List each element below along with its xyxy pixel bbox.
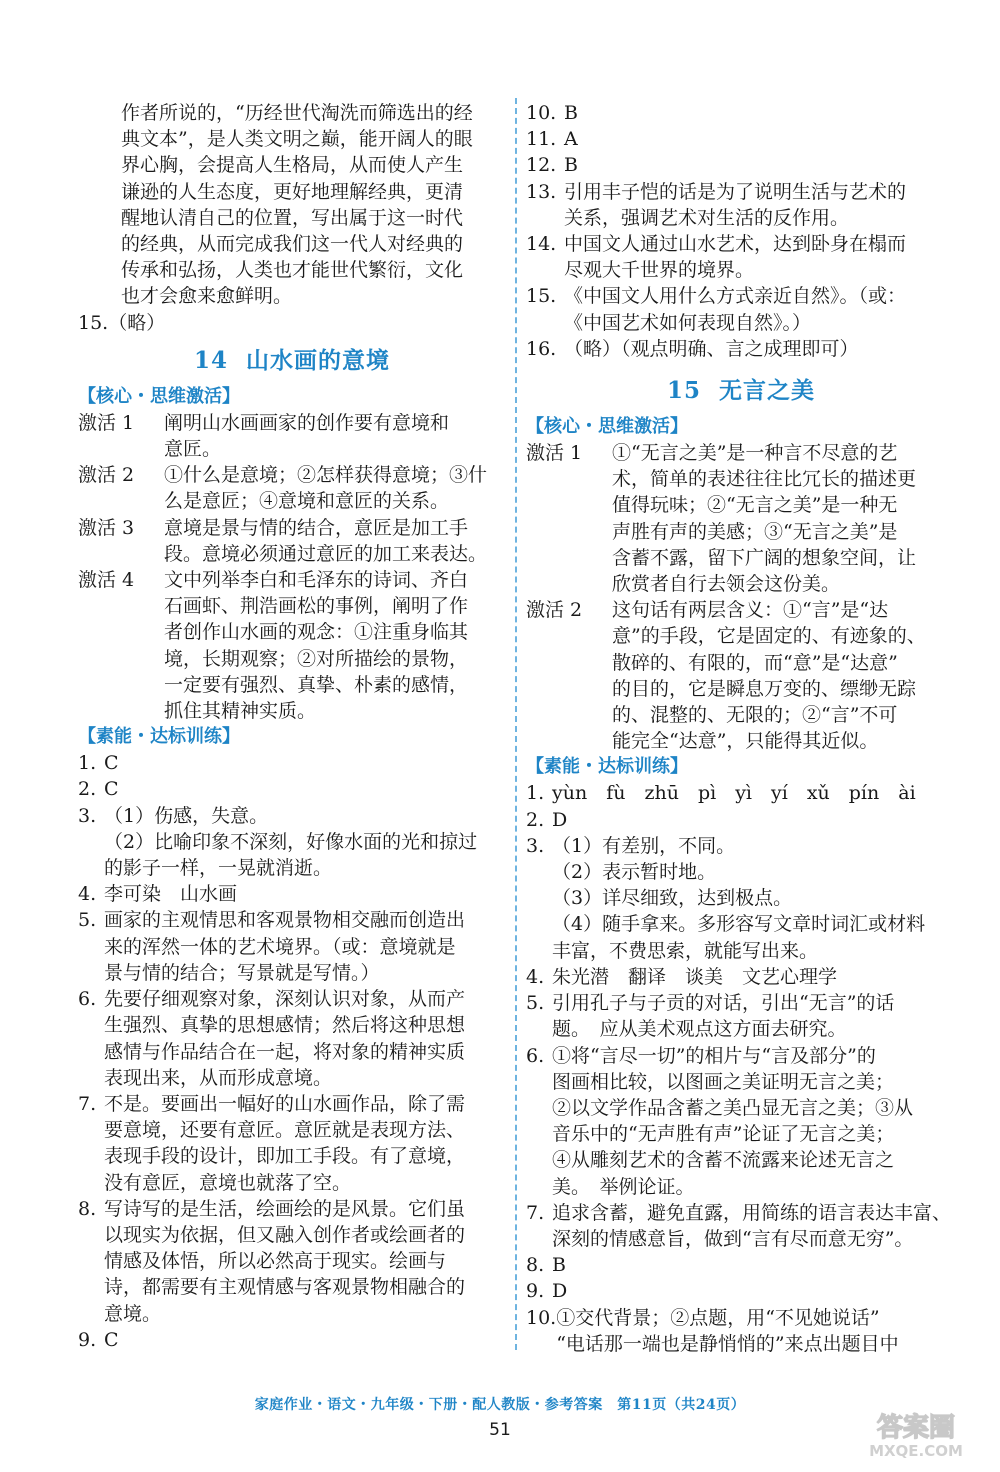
activation-item [78, 515, 506, 567]
section-heading: 【核心・思维激活】 [78, 385, 240, 407]
text-line: 界心胸，会提高人生格局，从而使人产生 [121, 154, 464, 177]
activation-item [78, 567, 506, 724]
text-line: 《中国文人用什么方式亲近自然》。（或： [564, 285, 907, 308]
page-number: 51 [489, 1420, 511, 1440]
text-line: 一定要有强烈、真挚、朴素的感情， [164, 673, 469, 696]
lesson-title [526, 376, 956, 406]
text-line: 境，长期观察；②对所描绘的景物， [164, 647, 469, 670]
answer-list [78, 750, 506, 1353]
answer-item [526, 1278, 956, 1304]
text-line: 尽观大千世界的境界。 [564, 259, 755, 282]
watermark-logo [846, 1406, 986, 1460]
answer-number: 1. [526, 782, 545, 805]
text-line: 文中列举李白和毛泽东的诗词、齐白 [164, 569, 469, 592]
text-line: （3）详尽细致，达到极点。 [552, 887, 793, 910]
answer-text [104, 1091, 506, 1196]
answer-number: 6. [78, 988, 97, 1011]
text-line: 的目的，它是瞬息万变的、缥缈无踪 [612, 677, 917, 700]
text-line: （2）表示暂时地。 [552, 861, 717, 884]
activation-label: 激活 3 [78, 516, 154, 539]
answer-number: 15. [78, 311, 109, 334]
text-line: 么是意匠；④意境和意匠的关系。 [164, 490, 450, 513]
answer-number: 8. [526, 1254, 545, 1277]
answer-text [552, 833, 956, 964]
answer-number: 15. [526, 285, 557, 308]
text-line: 也才会愈来愈鲜明。 [121, 285, 293, 308]
text-line: 声胜有声的美感；③“无言之美”是 [612, 520, 898, 543]
section-heading: 【素能・达标训练】 [78, 726, 240, 748]
answer-number: 1. [78, 752, 97, 775]
answer-text [564, 283, 956, 335]
answer-text [564, 152, 956, 178]
text-line: 的影子一样，一晃就消逝。 [104, 857, 333, 880]
text-line: 中国文人通过山水艺术，达到卧身在榻而 [564, 233, 907, 256]
text-line: 追求含蓄，避免直露，用简练的语言表达丰富、 [552, 1201, 952, 1224]
answer-text [104, 907, 506, 986]
answer-text [104, 881, 506, 907]
text-line: 画家的主观情思和客观景物相交融而创造出 [104, 909, 466, 932]
text-line: 情感及体悟，所以必然高于现实。绘画与 [104, 1250, 447, 1273]
answer-number: 16. [526, 337, 557, 360]
text-line: 丰富，不费思索，就能写出来。 [552, 939, 819, 962]
text-line: yùn fù zhū pì yì yí xǔ pín ài [552, 782, 916, 805]
answer-text [552, 780, 956, 806]
answer-item [78, 1196, 506, 1327]
text-line: 引用孔子与子贡的对话，引出“无言”的话 [552, 992, 895, 1015]
text-line: 散碎的、有限的，而“意”是“达意” [612, 651, 898, 674]
text-line: C [104, 1328, 119, 1351]
answer-item [526, 100, 956, 126]
answer-text [104, 986, 506, 1091]
answer-list [526, 100, 956, 362]
answer-text [164, 515, 506, 567]
answer-number: 13. [526, 180, 557, 203]
section-heading: 【素能・达标训练】 [526, 756, 688, 778]
text-line: 关系，强调艺术对生活的反作用。 [564, 206, 850, 229]
lesson-name: 山水画的意境 [246, 346, 390, 374]
watermark-text: 答案圈 [876, 1413, 956, 1443]
text-line: 能完全“达意”，只能得其近似。 [612, 730, 879, 753]
answer-item [526, 126, 956, 152]
text-line: 意境。 [104, 1302, 162, 1325]
answer-text [564, 231, 956, 283]
answer-text [552, 964, 956, 990]
right-column [526, 100, 956, 1357]
answer-text [552, 1200, 956, 1252]
answer-item [526, 833, 956, 964]
text-line: 段。意境必须通过意匠的加工来表达。 [164, 542, 488, 565]
text-line: B [564, 154, 578, 177]
text-line: 先要仔细观察对象，深刻认识对象，从而产 [104, 988, 466, 1011]
answer-item [526, 807, 956, 833]
activation-item [78, 410, 506, 462]
answer-text [612, 597, 956, 754]
text-line: （4）随手拿来。多形容写文章时词汇或材料 [552, 913, 926, 936]
text-line: 的经典，从而完成我们这一代人对经典的 [121, 233, 464, 256]
text-line: ①“无言之美”是一种言不尽意的艺 [612, 442, 898, 465]
answer-number: 10. [526, 1306, 557, 1329]
text-line: ①什么是意境；②怎样获得意境；③什 [164, 464, 488, 487]
text-line: D [552, 808, 568, 831]
text-line: 阐明山水画画家的创作要有意境和 [164, 411, 450, 434]
answer-item [526, 780, 956, 806]
text-line: 醒地认清自己的位置，写出属于这一时代 [121, 206, 464, 229]
text-line: 美。 举例论证。 [552, 1175, 695, 1198]
text-line: 诗，都需要有主观情感与客观景物相融合的 [104, 1276, 466, 1299]
text-line: 引用丰子恺的话是为了说明生活与艺术的 [564, 180, 907, 203]
text-line: 图画相比较，以图画之美证明无言之美； [552, 1070, 895, 1093]
activation-label: 激活 1 [526, 442, 602, 465]
text-line: ①将“言尽一切”的相片与“言及部分”的 [552, 1044, 876, 1067]
text-line: 写诗写的是生活，绘画绘的是风景。它们虽 [104, 1197, 466, 1220]
text-line: 石画虾、荆浩画松的事例，阐明了作 [164, 595, 469, 618]
text-line: （2）比喻印象不深刻，好像水面的光和掠过 [104, 830, 478, 853]
answer-number: 2. [526, 808, 545, 831]
text-line: 典文本”，是人类文明之巅，能开阔人的眼 [121, 128, 473, 151]
activation-label: 激活 1 [78, 411, 154, 434]
answer-item [526, 1252, 956, 1278]
answer-text [556, 1305, 956, 1357]
answer-text [104, 1196, 506, 1327]
answer-list [526, 780, 956, 1356]
answer-number: 11. [526, 128, 557, 151]
answer-number: 3. [526, 834, 545, 857]
text-line: （1）伤感，失意。 [104, 804, 269, 827]
answer-item [526, 1200, 956, 1252]
text-line: 不是。要画出一幅好的山水画作品，除了需 [104, 1092, 466, 1115]
text-line: 深刻的情感意旨，做到“言有尽而意无穷”。 [552, 1227, 914, 1250]
text-line: 表现手段的设计，即加工手段。有了意境， [104, 1145, 466, 1168]
answer-text [552, 1278, 956, 1304]
answer-number: 9. [526, 1280, 545, 1303]
lesson-name: 无言之美 [719, 377, 815, 405]
answer-text [564, 179, 956, 231]
answer-text [104, 1327, 506, 1353]
text-line: 景与情的结合；写景就是写情。） [104, 961, 380, 984]
answer-item [526, 152, 956, 178]
answer-text [612, 440, 956, 597]
activation-label: 激活 4 [78, 569, 154, 592]
text-line: D [552, 1280, 568, 1303]
text-line: 以现实为依据，但又融入创作者或绘画者的 [104, 1223, 466, 1246]
answer-text [164, 462, 506, 514]
activation-item [526, 440, 956, 597]
text-line: 术，简单的表述往往比冗长的描述更 [612, 468, 917, 491]
text-line: （略）（观点明确、言之成理即可） [564, 337, 859, 360]
answer-number: 14. [526, 233, 557, 256]
answer-item [78, 1327, 506, 1353]
activation-item [526, 597, 956, 754]
watermark-url: MXQE.COM [869, 1442, 963, 1460]
text-line: 《中国艺术如何表现自然》。） [564, 311, 812, 334]
answer-text [104, 750, 506, 776]
answer-item [78, 803, 506, 882]
column-divider [515, 98, 517, 1350]
continued-paragraph [78, 100, 506, 310]
answer-number: 7. [78, 1092, 97, 1115]
lesson-number: 14 [193, 346, 228, 374]
text-line: 感情与作品结合在一起，将对象的精神实质 [104, 1040, 466, 1063]
activation-label: 激活 2 [526, 599, 602, 622]
answer-item [78, 750, 506, 776]
text-line: 含蓄不露，留下广阔的想象空间，让 [612, 546, 917, 569]
answer-number: 8. [78, 1197, 97, 1220]
answer-text [164, 567, 506, 724]
answer-number: 4. [78, 883, 97, 906]
text-line: ②以文学作品含蓄之美凸显无言之美；③从 [552, 1096, 914, 1119]
text-line: 意境是景与情的结合，意匠是加工手 [164, 516, 469, 539]
answer-item [526, 336, 956, 362]
text-line: A [564, 128, 578, 151]
answer-item [526, 1043, 956, 1200]
text-line: 传承和弘扬，人类也才能世代繁衍，文化 [121, 259, 464, 282]
text-line: 表现出来，从而形成意境。 [104, 1066, 333, 1089]
answer-text [104, 803, 506, 882]
activation-label: 激活 2 [78, 464, 154, 487]
text-line: “电话那一端也是静悄悄的”来点出题目中 [556, 1332, 899, 1355]
answer-text [564, 126, 956, 152]
text-line: 朱光潜 翻译 谈美 文艺心理学 [552, 965, 838, 988]
answer-number: 5. [78, 909, 97, 932]
activation-item [78, 462, 506, 514]
answer-item [526, 1305, 956, 1357]
activation-list [526, 440, 956, 754]
text-line: 作者所说的，“历经世代淘洗而筛选出的经 [121, 102, 473, 124]
answer-item [78, 776, 506, 802]
text-line: 李可染 山水画 [104, 883, 238, 906]
lesson-number: 15 [666, 377, 701, 405]
answer-number: 9. [78, 1328, 97, 1351]
text-line: C [104, 752, 119, 775]
text-line: 生强烈、真挚的思想感情；然后将这种思想 [104, 1014, 466, 1037]
text-line: （1）有差别，不同。 [552, 834, 736, 857]
answer-item [78, 881, 506, 907]
answer-text [564, 100, 956, 126]
answer-item [526, 231, 956, 283]
text-line: 欣赏者自行去领会这份美。 [612, 573, 841, 596]
text-line: 值得玩味；②“无言之美”是一种无 [612, 494, 898, 517]
text-line: B [552, 1254, 566, 1277]
answer-text [552, 1043, 956, 1200]
text-line: 意匠。 [164, 438, 222, 461]
text-line: ①交代背景；②点题，用“不见她说话” [556, 1306, 880, 1329]
text-line: 音乐中的“无声胜有声”论证了无言之美； [552, 1123, 895, 1146]
text-line: 谦逊的人生态度，更好地理解经典，更清 [121, 180, 464, 203]
answer-number: 3. [78, 804, 97, 827]
answer-number: 12. [526, 154, 557, 177]
text-line: 要意境，还要有意匠。意匠就是表现方法、 [104, 1119, 466, 1142]
answer-item [78, 986, 506, 1091]
text-line: 题。 应从美术观点这方面去研究。 [552, 1018, 847, 1041]
text-line: C [104, 778, 119, 801]
answer-item [526, 283, 956, 335]
answer-item [526, 179, 956, 231]
answer-item [78, 310, 506, 336]
answer-item [526, 964, 956, 990]
text-line: 没有意匠，意境也就落了空。 [104, 1171, 352, 1194]
text-line: ④从雕刻艺术的含蓄不流露来论述无言之 [552, 1149, 895, 1172]
text-line: 者创作山水画的观念：①注重身临其 [164, 621, 469, 644]
answer-text [164, 410, 506, 462]
page-footer: 家庭作业・语文・九年级・下册・配人教版・参考答案 第11页（共24页） [254, 1397, 746, 1413]
answer-item [78, 1091, 506, 1196]
lesson-title [78, 346, 506, 376]
text-line: B [564, 102, 578, 124]
answer-number: 2. [78, 778, 97, 801]
answer-text [552, 807, 956, 833]
answer-item [78, 907, 506, 986]
text-line: 抓住其精神实质。 [164, 700, 317, 723]
answer-number: 5. [526, 992, 545, 1015]
text-line: 的、混整的、无限的；②“言”不可 [612, 704, 898, 727]
text-line: 这句话有两层含义：①“言”是“达 [612, 599, 889, 622]
answer-item [526, 990, 956, 1042]
section-heading: 【核心・思维激活】 [526, 416, 688, 438]
answer-text [552, 1252, 956, 1278]
answer-number: 6. [526, 1044, 545, 1067]
answer-text [552, 990, 956, 1042]
text-line: 来的浑然一体的艺术境界。（或：意境就是 [104, 935, 456, 958]
answer-number: 4. [526, 965, 545, 988]
answer-number: 10. [526, 102, 557, 124]
answer-number: 7. [526, 1201, 545, 1224]
activation-list [78, 410, 506, 724]
text-line: 意”的手段，它是固定的、有迹象的、 [612, 625, 926, 648]
left-column [78, 100, 506, 1353]
answer-text [564, 336, 956, 362]
answer-text: （略） [108, 311, 166, 334]
answer-text [104, 776, 506, 802]
